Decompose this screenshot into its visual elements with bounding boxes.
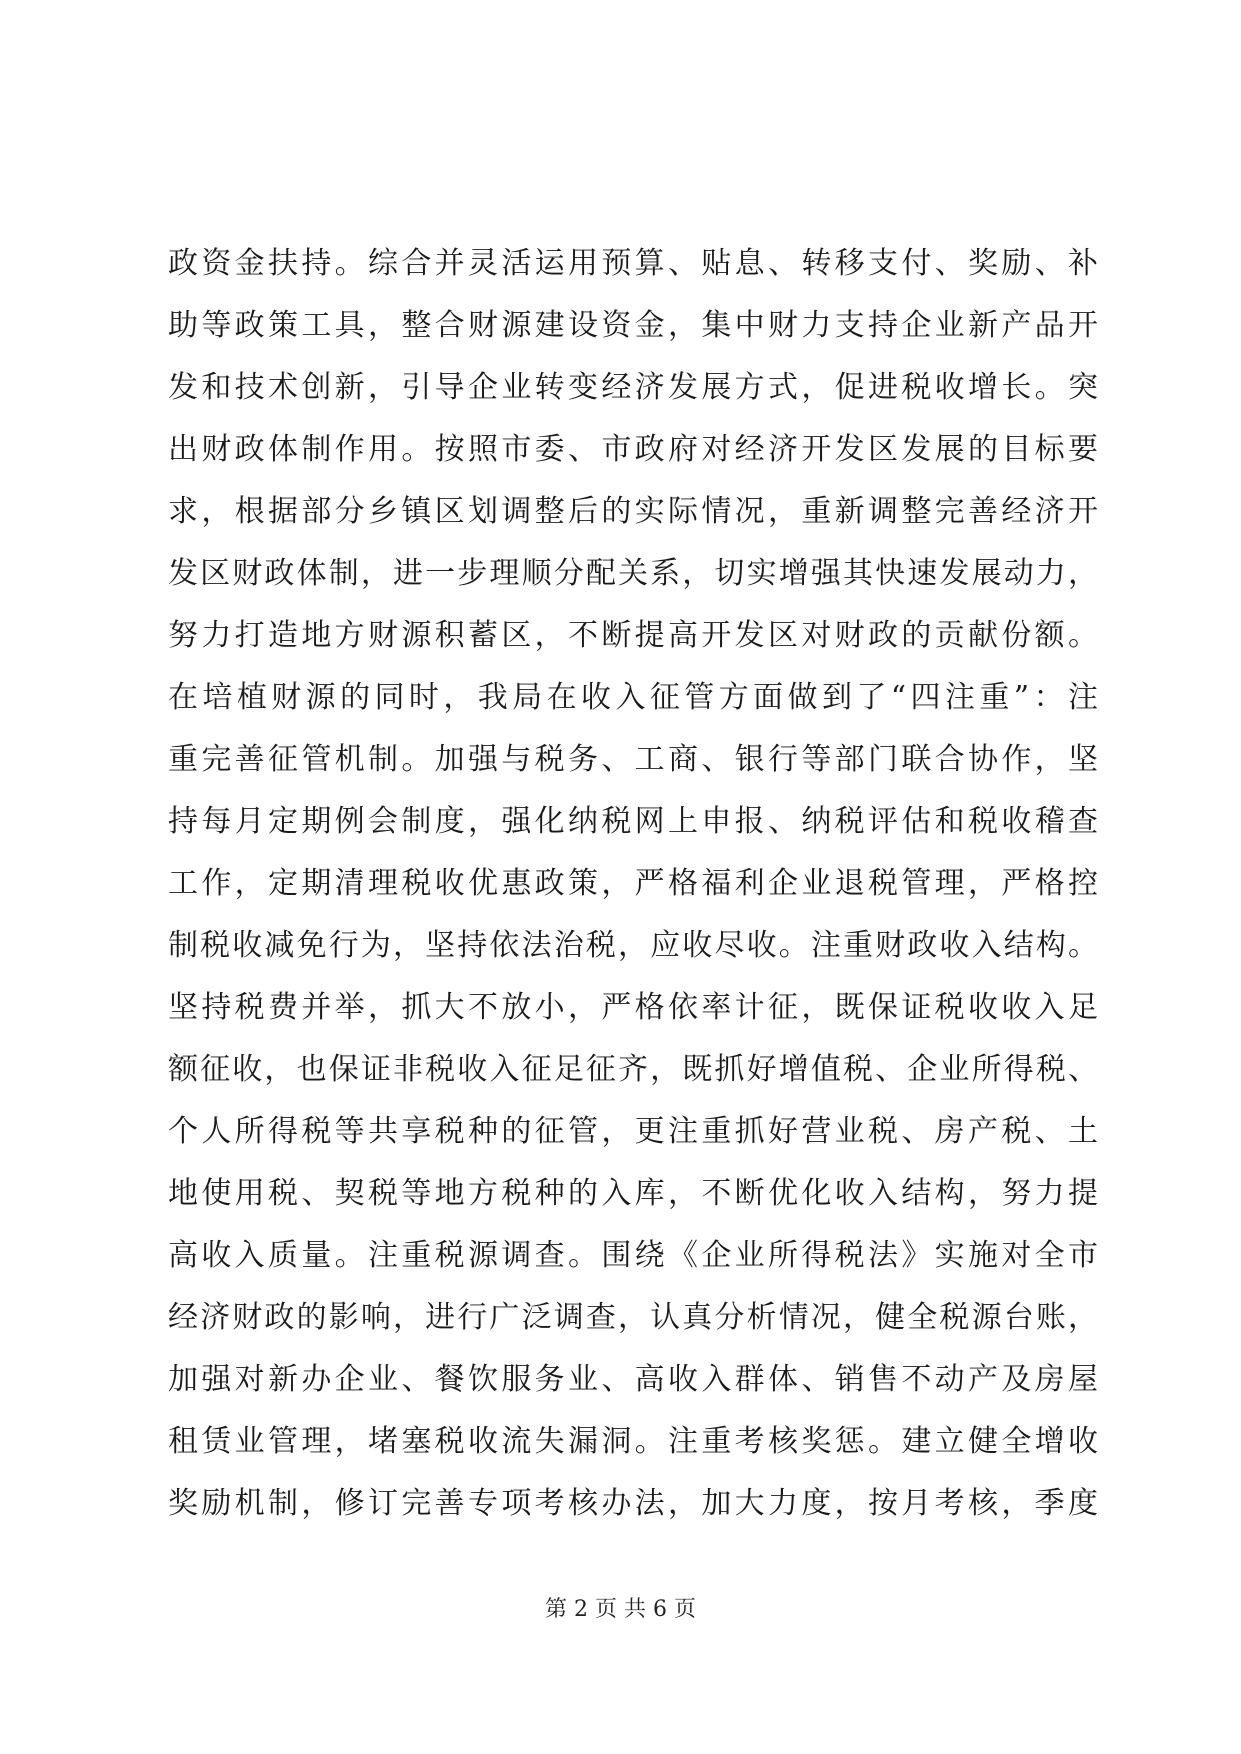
text-line: 工作，定期清理税收优惠政策，严格福利企业退税管理，严格控	[168, 866, 1098, 901]
text-line: 地使用税、契税等地方税种的入库，不断优化收入结构，努力提	[168, 1176, 1098, 1211]
text-line: 坚持税费并举，抓大不放小，严格依率计征，既保证税收收入足	[168, 990, 1098, 1025]
text-line: 额征收，也保证非税收入征足征齐，既抓好增值税、企业所得税、	[168, 1052, 1098, 1087]
text-line: 制税收减免行为，坚持依法治税，应收尽收。注重财政收入结构。	[168, 928, 1098, 963]
text-line: 政资金扶持。综合并灵活运用预算、贴息、转移支付、奖励、补	[168, 246, 1098, 281]
text-line: 发区财政体制，进一步理顺分配关系，切实增强其快速发展动力，	[168, 556, 1098, 591]
body-text	[168, 233, 1098, 1535]
text-line: 加强对新办企业、餐饮服务业、高收入群体、销售不动产及房屋	[168, 1362, 1098, 1397]
text-line: 高收入质量。注重税源调查。围绕《企业所得税法》实施对全市	[168, 1238, 1098, 1273]
text-line: 助等政策工具，整合财源建设资金，集中财力支持企业新产品开	[168, 308, 1098, 343]
text-line: 持每月定期例会制度，强化纳税网上申报、纳税评估和税收稽查	[168, 804, 1098, 839]
text-line: 努力打造地方财源积蓄区，不断提高开发区对财政的贡献份额。	[168, 618, 1098, 653]
text-line: 经济财政的影响，进行广泛调查，认真分析情况，健全税源台账，	[168, 1300, 1098, 1335]
text-line: 奖励机制，修订完善专项考核办法，加大力度，按月考核，季度	[168, 1486, 1098, 1521]
text-line: 个人所得税等共享税种的征管，更注重抓好营业税、房产税、土	[168, 1114, 1098, 1149]
text-line: 发和技术创新，引导企业转变经济发展方式，促进税收增长。突	[168, 370, 1098, 405]
text-line: 重完善征管机制。加强与税务、工商、银行等部门联合协作，坚	[168, 742, 1098, 777]
page-number-footer: 第 2 页 共 6 页	[545, 1597, 696, 1622]
text-line: 出财政体制作用。按照市委、市政府对经济开发区发展的目标要	[168, 432, 1098, 467]
text-line: 在培植财源的同时，我局在收入征管方面做到了“四注重”：注	[168, 680, 1098, 715]
text-line: 租赁业管理，堵塞税收流失漏洞。注重考核奖惩。建立健全增收	[168, 1424, 1098, 1459]
text-line: 求，根据部分乡镇区划调整后的实际情况，重新调整完善经济开	[168, 494, 1098, 529]
